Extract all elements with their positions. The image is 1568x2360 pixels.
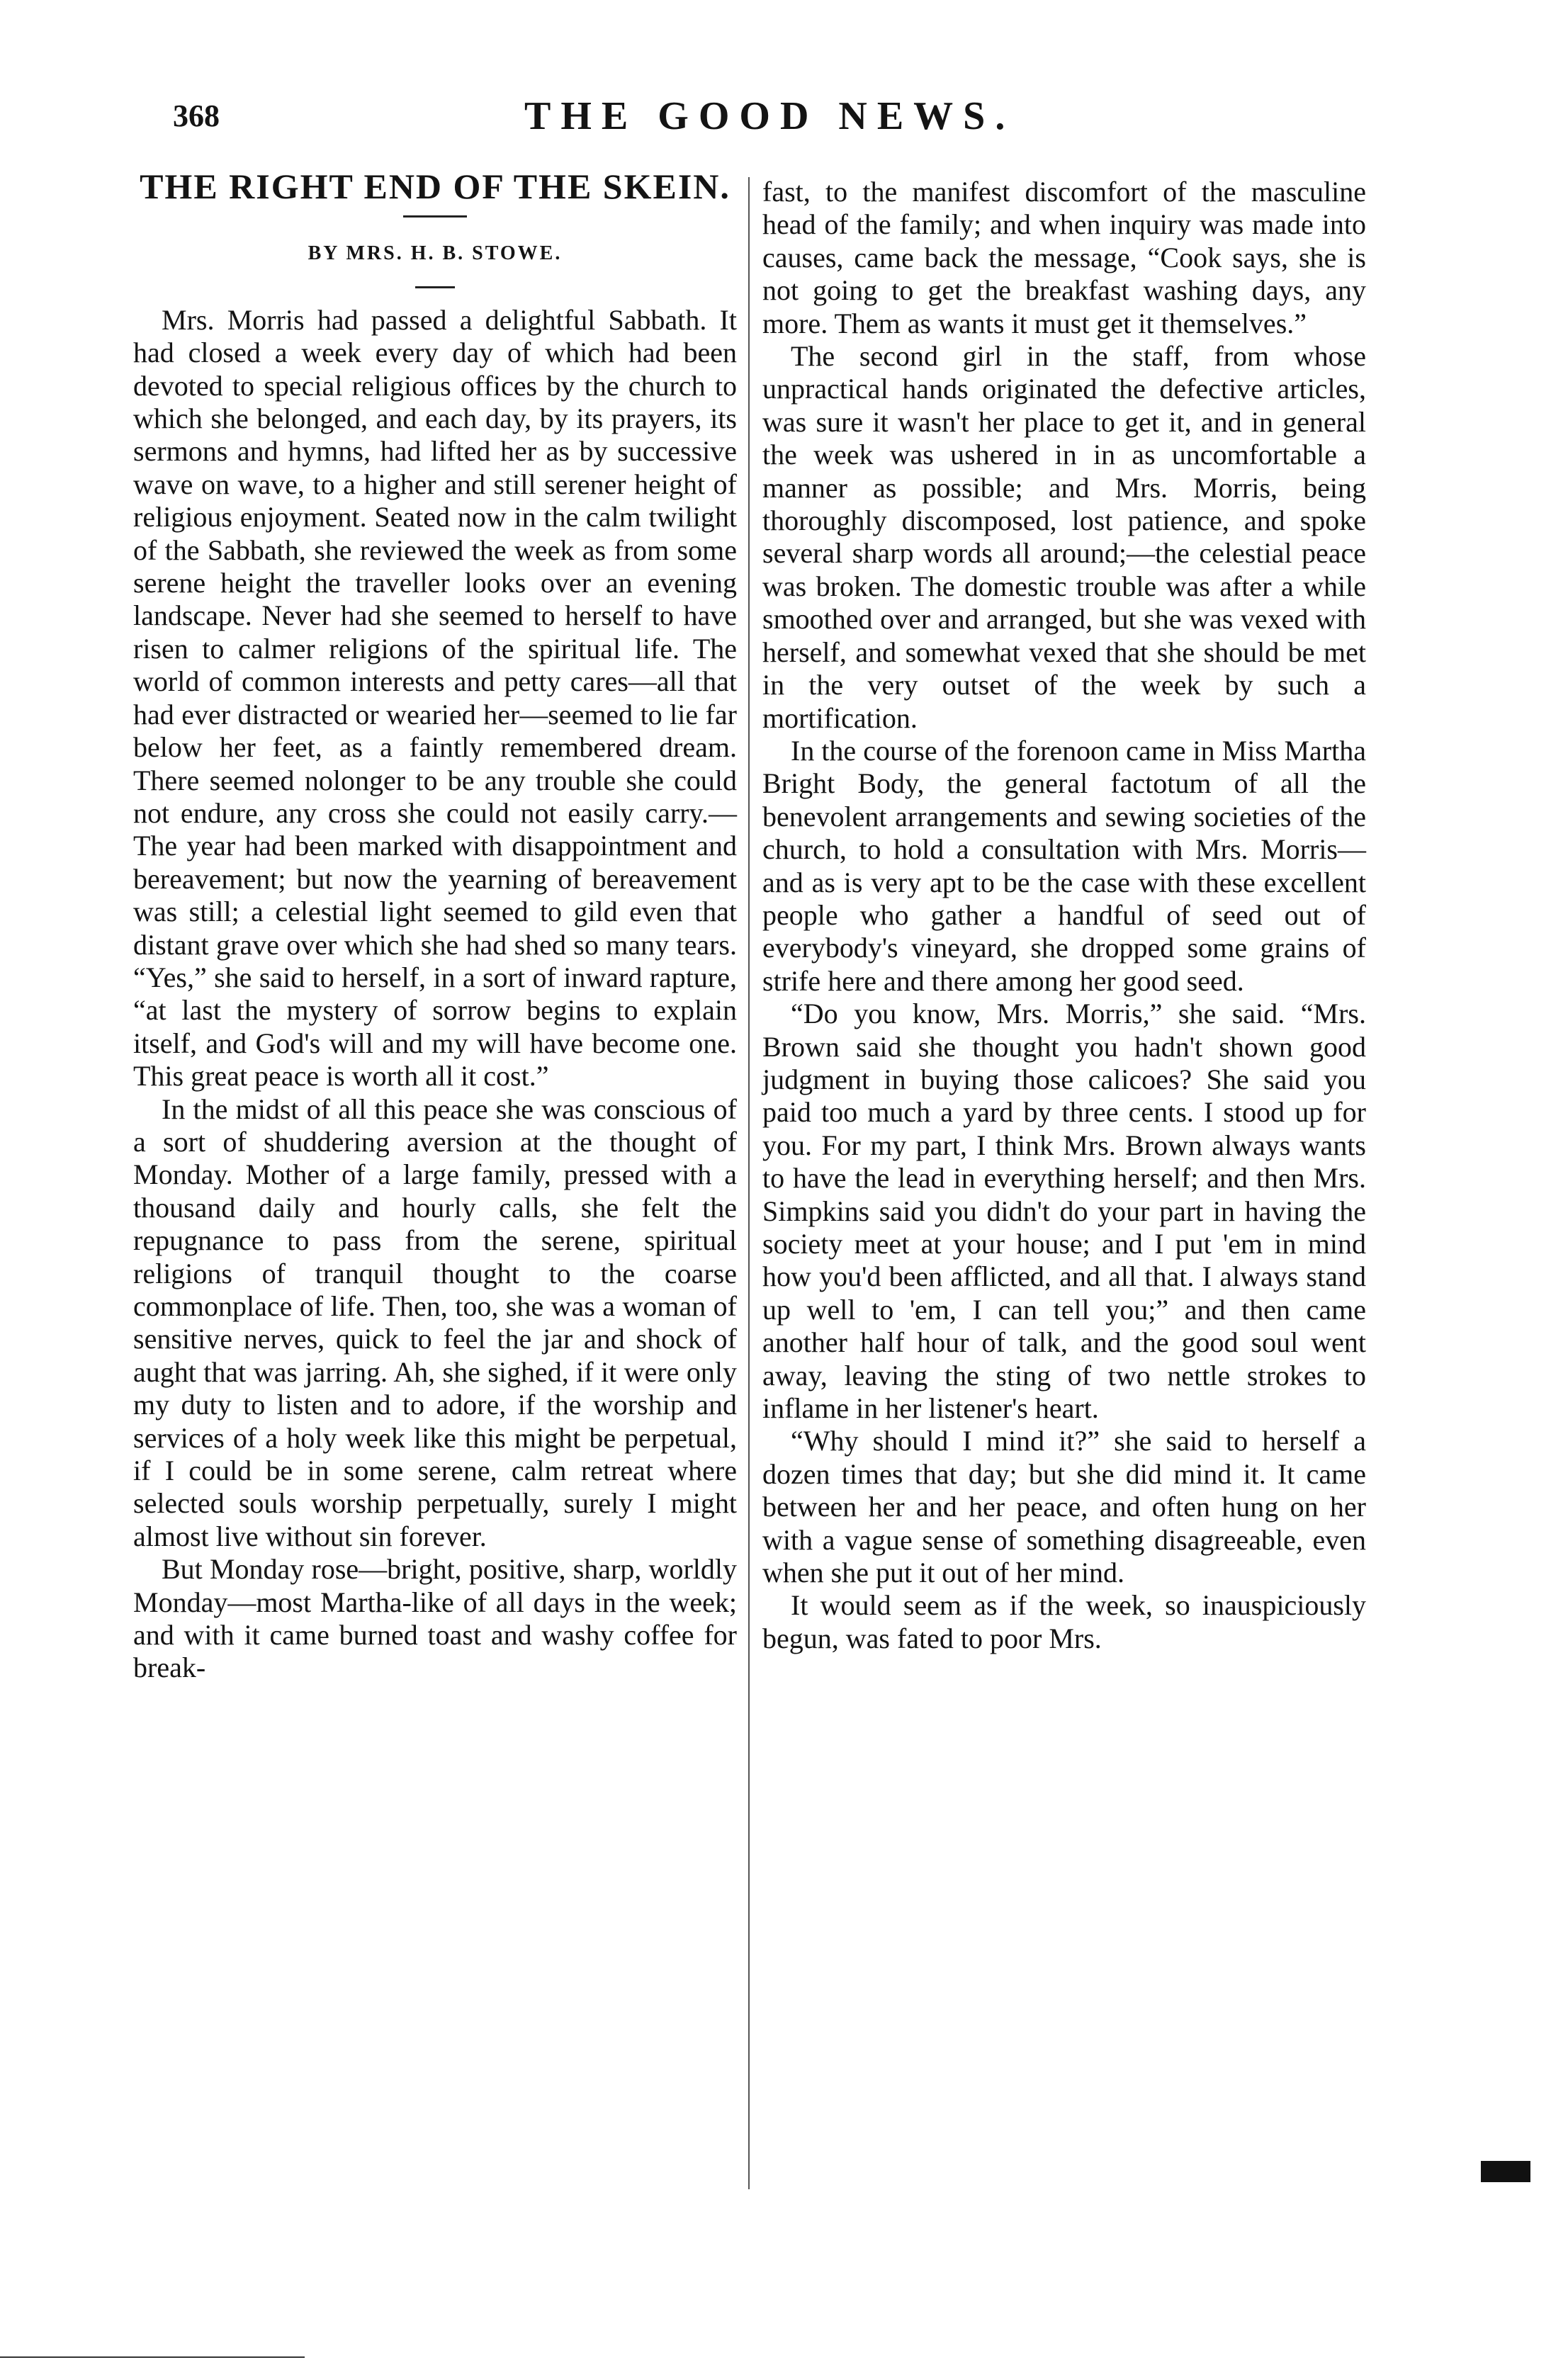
paragraph: It would seem as if the week, so inauspiciously begun, was fated to poor Mrs. bbox=[762, 1589, 1366, 1654]
corner-mark bbox=[1481, 2161, 1530, 2182]
running-head: THE GOOD NEWS. bbox=[524, 94, 1015, 138]
paragraph: In the midst of all this peace she was conscious of a sort of shuddering aversion at the thought of Monday. Mother of a large family, pressed with a thousand daily and hourly calls, she felt the repugnance to pass from the serene, spiritual religions of tranquil thought to the coarse commonplace of life. Then, too, she was a woman of sensitive nerves, quick to feel the jar and shock of aught that was jarring. Ah, she sighed, if it were only my duty to listen and to adore, if the worship and services of a holy week like this might be perpetual, if I could be in some serene, calm retreat where selected souls worship perpetually, surely I might almost live without sin forever. bbox=[133, 1093, 737, 1552]
paragraph: “Do you know, Mrs. Morris,” she said. “Mrs. Brown said she thought you hadn't shown good judgment in buying those calicoes? She said you paid too much a yard by three cents. I stood up for you. For my part, I think Mrs. Brown always wants to have the lead in everything herself; and then Mrs. Simpkins said you didn't do your part in having the society meet at your house; and I put 'em in mind how you'd been afflicted, and all that. I always stand up well to 'em, I can tell you;” and then came another half hour of talk, and the good soul went away, leaving the sting of two nettle strokes to inflame in her listener's heart. bbox=[762, 998, 1366, 1425]
paragraph: The second girl in the staff, from whose unpractical hands originated the defective articles, was sure it wasn't her place to get it, and in general the week was ushered in in as uncomfortable a manner as possible; and Mrs. Morris, being thoroughly discomposed, lost patience, and spoke several sharp words all around;—the celestial peace was broken. The domestic trouble was after a while smoothed over and arranged, but she was vexed with herself, and somewhat vexed that she should be met in the very outset of the week by such a mortification. bbox=[762, 340, 1366, 734]
byline: BY MRS. H. B. STOWE. bbox=[308, 242, 563, 265]
column-rule bbox=[748, 177, 750, 2189]
paragraph: But Monday rose—bright, positive, sharp, worldly Monday—most Martha-like of all days in the week; and with it came burned toast and washy coffee for break- bbox=[133, 1553, 737, 1684]
right-column bbox=[762, 176, 1366, 1655]
paragraph: fast, to the manifest discomfort of the masculine head of the family; and when inquiry was made into causes, came back the message, “Cook says, she is not going to get the breakfast washing days, any more. Them as wants it must get it themselves.” bbox=[762, 176, 1366, 339]
left-column bbox=[133, 166, 737, 1685]
paragraph: Mrs. Morris had passed a delightful Sabbath. It had closed a week every day of which had been devoted to special religious offices by the church to which she belonged, and each day, by its prayers, its sermons and hymns, had lifted her as by successive wave on wave, to a higher and still serener height of religious enjoyment. Seated now in the calm twilight of the Sabbath, she reviewed the week as from some serene height the traveller looks over an evening landscape. Never had she seemed to herself to have risen to calmer religions of the spiritual life. The world of common interests and petty cares—all that had ever distracted or wearied her—seemed to lie far below her feet, as a faintly remembered dream. There seemed nolonger to be any trouble she could not endure, any cross she could not easily carry.—The year had been marked with disappointment and bereavement; but now the yearning of bereavement was still; a celestial light seemed to gild even that distant grave over which she had shed so many tears. “Yes,” she said to herself, in a sort of inward rapture, “at last the mystery of sorrow begins to explain itself, and God's will and my will have become one. This great peace is worth all it cost.” bbox=[133, 303, 737, 1093]
bottom-rule bbox=[0, 2356, 305, 2358]
article-title: THE RIGHT END OF THE SKEIN. bbox=[140, 166, 731, 206]
paragraph: “Why should I mind it?” she said to herself a dozen times that day; but she did mind it. It came between her and her peace, and often hung on her with a vague sense of something disagreeable, even when she put it out of her mind. bbox=[762, 1425, 1366, 1589]
page-number: 368 bbox=[173, 98, 220, 133]
byline-rule bbox=[415, 286, 455, 288]
paragraph: In the course of the forenoon came in Miss Martha Bright Body, the general factotum of all the benevolent arrangements and sewing societies of the church, to hold a consultation with Mrs. Morris—and as is very apt to be the case with these excellent people who gather a handful of seed out of everybody's vineyard, she dropped some grains of strife here and there among her good seed. bbox=[762, 734, 1366, 997]
title-rule bbox=[403, 215, 467, 218]
